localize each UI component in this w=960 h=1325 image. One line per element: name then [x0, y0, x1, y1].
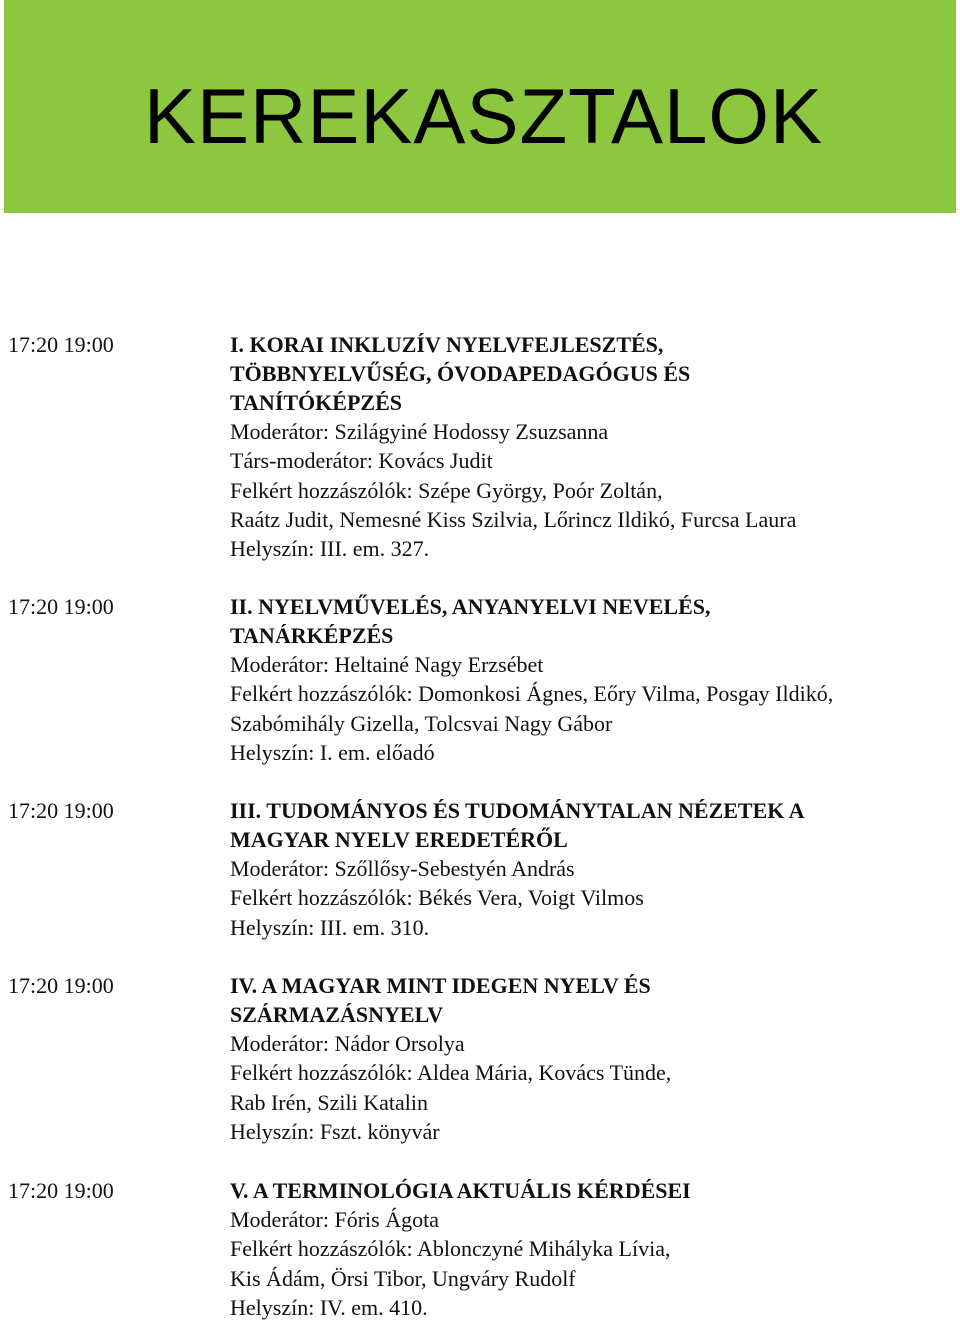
session-content — [230, 796, 955, 942]
session-content — [230, 1176, 955, 1322]
venue-line: Helyszín: I. em. előadó — [230, 739, 435, 765]
venue-line: Helyszín: III. em. 327. — [230, 536, 430, 562]
moderator-line: Moderátor: Fóris Ágota — [230, 1207, 439, 1232]
session-title-line: TÖBBNYELVŰSÉG, ÓVODAPEDAGÓGUS ÉS — [230, 361, 691, 386]
venue-line: Helyszín: Fszt. könyvár — [230, 1118, 440, 1144]
session-title-line: III. TUDOMÁNYOS ÉS TUDOMÁNYTALAN NÉZETEK A — [230, 798, 805, 823]
session-title-line: MAGYAR NYELV EREDETÉRŐL — [230, 827, 568, 852]
session-content — [230, 971, 955, 1146]
contributors-line: Felkért hozzászólók: Szépe György, Poór Zoltán, — [230, 477, 663, 503]
venue-line: Helyszín: IV. em. 410. — [230, 1294, 428, 1320]
contributors-line: Rab Irén, Szili Katalin — [230, 1089, 428, 1115]
session-title-line: I. KORAI INKLUZÍV NYELVFEJLESZTÉS, — [230, 332, 664, 357]
co-moderator-line: Társ-moderátor: Kovács Judit — [230, 448, 493, 474]
session-title-line: V. A TERMINOLÓGIA AKTUÁLIS KÉRDÉSEI — [230, 1178, 691, 1203]
session-title-line: TANÍTÓKÉPZÉS — [230, 390, 402, 415]
contributors-line: Felkért hozzászólók: Ablonczyné Mihályka Lívia, — [230, 1236, 671, 1262]
session-title-line: II. NYELVMŰVELÉS, ANYANYELVI NEVELÉS, — [230, 594, 711, 619]
session-time: 17:20 19:00 — [8, 332, 114, 357]
contributors-line: Felkért hozzászólók: Aldea Mária, Kovács Tünde, — [230, 1060, 672, 1086]
moderator-line: Moderátor: Heltainé Nagy Erzsébet — [230, 652, 544, 677]
contributors-line: Raátz Judit, Nemesné Kiss Szilvia, Lőrincz Ildikó, Furcsa Laura — [230, 506, 797, 532]
session-time: 17:20 19:00 — [8, 973, 114, 998]
session-title-line: SZÁRMAZÁSNYELV — [230, 1002, 444, 1027]
moderator-line: Moderátor: Szilágyiné Hodossy Zsuzsanna — [230, 419, 609, 444]
venue-line: Helyszín: III. em. 310. — [230, 914, 430, 940]
page-title: KEREKASZTALOK — [144, 72, 824, 160]
session-content — [230, 592, 955, 767]
moderator-line: Moderátor: Nádor Orsolya — [230, 1031, 465, 1056]
contributors-line: Szabómihály Gizella, Tolcsvai Nagy Gábor — [230, 710, 613, 736]
session-time: 17:20 19:00 — [8, 1178, 114, 1203]
moderator-line: Moderátor: Szőllősy-Sebestyén András — [230, 856, 575, 881]
session-title-line: IV. A MAGYAR MINT IDEGEN NYELV ÉS — [230, 973, 651, 998]
contributors-line: Kis Ádám, Örsi Tibor, Ungváry Rudolf — [230, 1265, 576, 1291]
session-time: 17:20 19:00 — [8, 594, 114, 619]
contributors-line: Felkért hozzászólók: Békés Vera, Voigt Vilmos — [230, 885, 644, 911]
session-content — [230, 330, 955, 563]
session-time: 17:20 19:00 — [8, 798, 114, 823]
session-title-line: TANÁRKÉPZÉS — [230, 623, 394, 648]
contributors-line: Felkért hozzászólók: Domonkosi Ágnes, Eőry Vilma, Posgay Ildikó, — [230, 681, 834, 707]
header-banner — [4, 0, 956, 213]
